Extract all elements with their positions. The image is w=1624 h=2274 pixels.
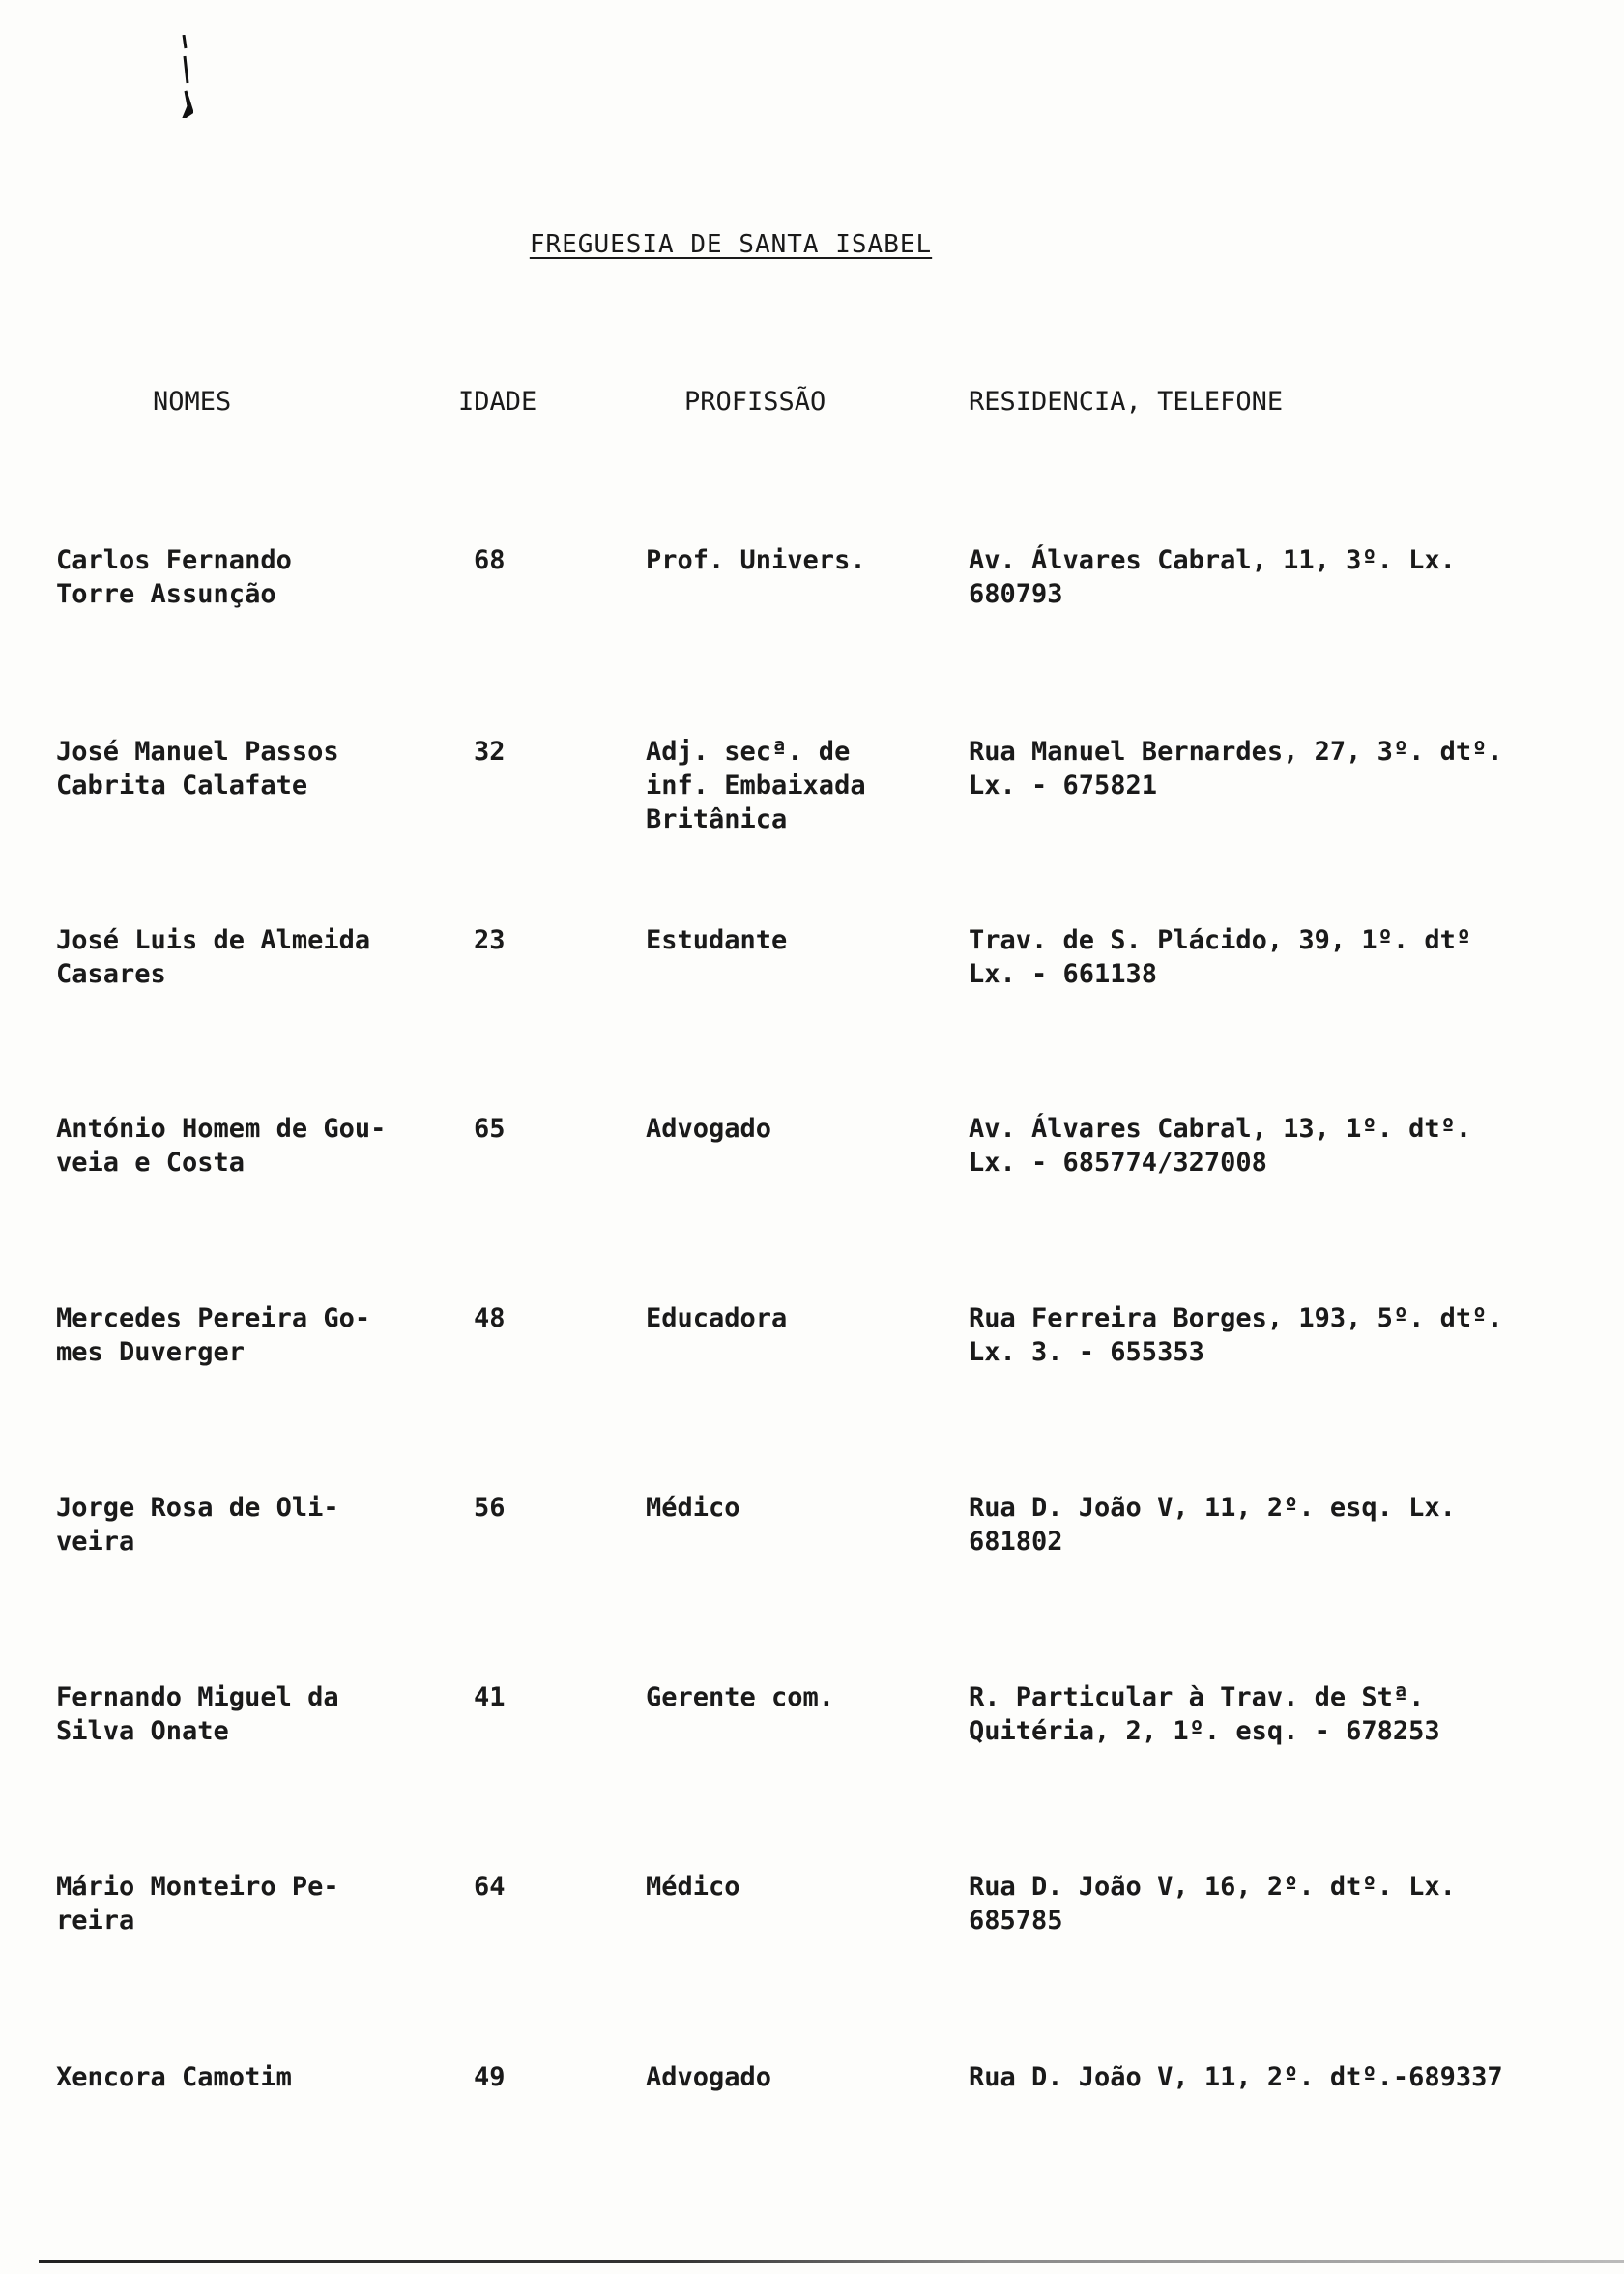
- cell-idade: 56: [474, 1493, 506, 1523]
- bottom-rule: [39, 2260, 1624, 2263]
- header-nomes: NOMES: [153, 387, 232, 417]
- cell-nome: António Homem de Gou- veia e Costa: [56, 1114, 387, 1178]
- cell-idade: 49: [474, 2062, 506, 2092]
- table-row: [0, 1301, 1624, 1417]
- cell-idade: 23: [474, 925, 506, 955]
- cell-residencia: Rua Manuel Bernardes, 27, 3º. dtº. Lx. - 675821: [969, 737, 1503, 801]
- cell-residencia: Rua D. João V, 16, 2º. dtº. Lx. 685785: [969, 1872, 1456, 1936]
- cell-profissao: Gerente com.: [646, 1682, 835, 1712]
- cell-profissao: Médico: [646, 1493, 740, 1523]
- document-title: FREGUESIA DE SANTA ISABEL: [529, 230, 933, 259]
- cell-nome: José Manuel Passos Cabrita Calafate: [56, 737, 339, 801]
- cell-residencia: Rua D. João V, 11, 2º. dtº.-689337: [969, 2062, 1503, 2092]
- cell-idade: 48: [474, 1303, 506, 1333]
- cell-nome: Carlos Fernando Torre Assunção: [56, 545, 292, 609]
- table-row: [0, 735, 1624, 851]
- cell-idade: 68: [474, 545, 506, 575]
- cell-nome: José Luis de Almeida Casares: [56, 925, 371, 989]
- cell-residencia: Av. Álvares Cabral, 11, 3º. Lx. 680793: [969, 545, 1456, 609]
- cell-nome: Fernando Miguel da Silva Onate: [56, 1682, 339, 1746]
- cell-profissao: Prof. Univers.: [646, 545, 866, 575]
- cell-profissao: Estudante: [646, 925, 788, 955]
- cell-idade: 41: [474, 1682, 506, 1712]
- header-profissao: PROFISSÃO: [684, 387, 826, 417]
- table-row: [0, 923, 1624, 1039]
- cell-idade: 65: [474, 1114, 506, 1144]
- cell-nome: Jorge Rosa de Oli- veira: [56, 1493, 339, 1557]
- cell-profissao: Advogado: [646, 1114, 772, 1144]
- cell-profissao: Advogado: [646, 2062, 772, 2092]
- cell-residencia: Av. Álvares Cabral, 13, 1º. dtº. Lx. - 685774/327008: [969, 1114, 1472, 1178]
- pen-mark-icon: [180, 35, 193, 118]
- table-row: [0, 1680, 1624, 1796]
- table-row: [0, 1112, 1624, 1228]
- cell-nome: Xencora Camotim: [56, 2062, 292, 2092]
- table-row: [0, 543, 1624, 659]
- cell-profissao: Adj. secª. de inf. Embaixada Britânica: [646, 737, 866, 834]
- cell-idade: 32: [474, 737, 506, 767]
- cell-residencia: Rua Ferreira Borges, 193, 5º. dtº. Lx. 3. - 655353: [969, 1303, 1503, 1367]
- cell-profissao: Médico: [646, 1872, 740, 1902]
- table-row: [0, 1491, 1624, 1607]
- table-row: [0, 1870, 1624, 1986]
- cell-residencia: Trav. de S. Plácido, 39, 1º. dtº Lx. - 661138: [969, 925, 1472, 989]
- cell-residencia: Rua D. João V, 11, 2º. esq. Lx. 681802: [969, 1493, 1456, 1557]
- table-row: [0, 2060, 1624, 2176]
- header-residencia: RESIDENCIA, TELEFONE: [969, 387, 1284, 417]
- header-idade: IDADE: [458, 387, 537, 417]
- cell-nome: Mário Monteiro Pe- reira: [56, 1872, 339, 1936]
- cell-idade: 64: [474, 1872, 506, 1902]
- cell-nome: Mercedes Pereira Go- mes Duverger: [56, 1303, 371, 1367]
- cell-residencia: R. Particular à Trav. de Stª. Quitéria, 2, 1º. esq. - 678253: [969, 1682, 1440, 1746]
- cell-profissao: Educadora: [646, 1303, 788, 1333]
